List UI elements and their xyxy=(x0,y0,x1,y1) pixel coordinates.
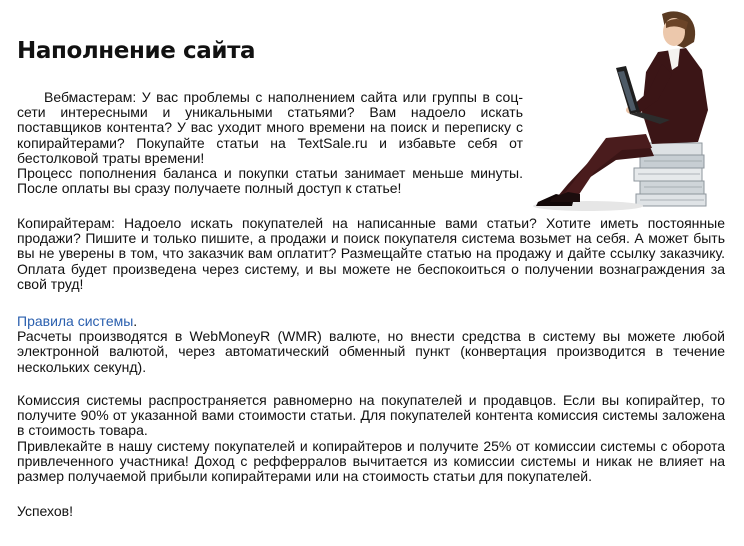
woman-with-laptop-image xyxy=(528,8,738,213)
payments-text: Расчеты производятся в WebMoneyR (WMR) валюте, но внести средства в систему вы можете любой электронной валютой, через автоматический обменный пункт (конвертация производится в течение нескольких секунд). xyxy=(17,328,725,375)
purchase-info-paragraph: Процесс пополнения баланса и покупки статьи занимает меньше минуты. После оплаты вы сразу получаете полный доступ к статье! xyxy=(17,165,523,197)
rules-block xyxy=(17,314,725,375)
referral-text: Привлекайте в нашу систему покупателей и копирайтеров и получите 25% от комиссии системы с оборота привлеченного участника! Доход с рефферралов вычитается из комиссии системы и никак не влияет на размер получаемой прибыли копирайтерами или на стоимость статьи для покупателей. xyxy=(17,437,725,485)
rules-link-suffix: . xyxy=(133,313,138,329)
copywriters-paragraph: Копирайтерам: Надоело искать покупателей на написанные вами статьи? Хотите иметь постоянные продажи? Пишите и только пишите, а продажи и поиск покупателя система возьмет на себя. А может быть вы не уверены в том, что заказчик вам оплатит? Размещайте статью на продажу и дайте ссылку заказчику. Оплата будет произведена через систему, и вы можете не беспокоиться о получении вознаграждения за свой труд! xyxy=(17,215,725,292)
closing-text: Успехов! xyxy=(17,503,73,519)
commission-text: Комиссия системы распространяется равномерно на покупателей и продавцов. Если вы копирайтер, то получите 90% от указанной вами стоимости статьи. Для покупателей контента комиссия системы заложена в стоимость товара. xyxy=(17,392,725,439)
commission-block xyxy=(17,393,725,484)
rules-link[interactable]: Правила системы xyxy=(17,313,134,329)
webmasters-paragraph: Вебмастерам: У вас проблемы с наполнением сайта или группы в соц-сети интересными и уникальными статьями? Вам надоело искать поставщиков контента? У вас уходит много времени на поиск и переписку с копирайтерами? Покупайте статьи на TextSale.ru и избавьте себя от бестолковой траты времени! xyxy=(17,89,523,166)
page-title: Наполнение сайта xyxy=(17,38,256,64)
